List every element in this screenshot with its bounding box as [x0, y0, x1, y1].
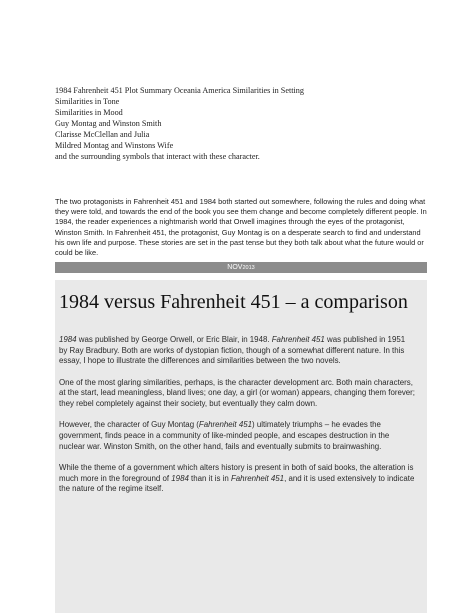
toc-line: Guy Montag and Winston Smith [55, 119, 162, 128]
table-of-contents [55, 85, 445, 162]
article-body [59, 335, 415, 505]
toc-line: Similarities in Mood [55, 108, 123, 117]
article-paragraph-3 [59, 420, 415, 452]
book-title: Fahrenheit 451 [271, 335, 325, 344]
toc-line: 1984 Fahrenheit 451 Plot Summary Oceania America Similarities in Setting [55, 86, 304, 95]
book-title: 1984 [171, 473, 189, 483]
date-band [55, 262, 427, 273]
article-title: 1984 versus Fahrenheit 451 – a comparison [59, 291, 408, 313]
date-month: NOV [227, 264, 243, 271]
text-run: was published in 1951 by Ray Bradbury. Both are works of dystopian fiction, though of a somewhat different nature. In this essay, I hope to illustrate the differences and similarities between the two novels. [59, 335, 406, 366]
text-run: While the theme of a government which alters history is present in both of said books, the alteration is much more in the foreground of [59, 462, 414, 483]
book-title: 1984 [59, 335, 77, 344]
toc-line: Clarisse McClellan and Julia [55, 130, 150, 139]
text-run: However, the character of Guy Montag ( [59, 420, 199, 430]
toc-line: Similarities in Tone [55, 97, 120, 106]
intro-section [55, 197, 427, 258]
toc-line: and the surrounding symbols that interact with these character. [55, 152, 260, 161]
text-run: , and it is used extensively to indicate the nature of the regime itself. [59, 473, 415, 494]
article-paragraph-1 [59, 335, 415, 367]
article-paragraph-2: One of the most glaring similarities, perhaps, is the character development arc. Both main characters, at the start, lead meaningless, bland lives; one day, a girl (or woman) appears, changing them forever; they rebel completely against their society, but eventually they calm down. [59, 377, 415, 409]
article-paragraph-4 [59, 463, 415, 495]
text-run: ) ultimately triumphs – he evades the government, finds peace in a community of like-minded people, and escapes destruction in the nuclear war. Winston Smith, on the other hand, fails and eventually submits to brainwashing. [59, 420, 390, 451]
book-title: Fahrenheit 451 [230, 473, 285, 483]
text-run: was published by George Orwell, or Eric Blair, in 1948. [76, 335, 272, 344]
book-title: Fahrenheit 451 [198, 420, 252, 430]
intro-paragraph: The two protagonists in Fahrenheit 451 and 1984 both started out somewhere, following the rules and doing what they were told, and towards the end of the book you see them change and become completely different people. In 1984, the reader experiences a nightmarish world that Orwell imagines through the eyes of the protagonist, Winston Smith. In Fahrenheit 451, the protagonist, Guy Montag is on a desperate search to find and understand his own life and purpose. These stories are set in the past tense but they both talk about what the future would or could be like. [55, 197, 427, 258]
toc-line: Mildred Montag and Winstons Wife [55, 141, 174, 150]
date-year: 2013 [242, 265, 255, 271]
text-run: than it is in [188, 473, 231, 483]
